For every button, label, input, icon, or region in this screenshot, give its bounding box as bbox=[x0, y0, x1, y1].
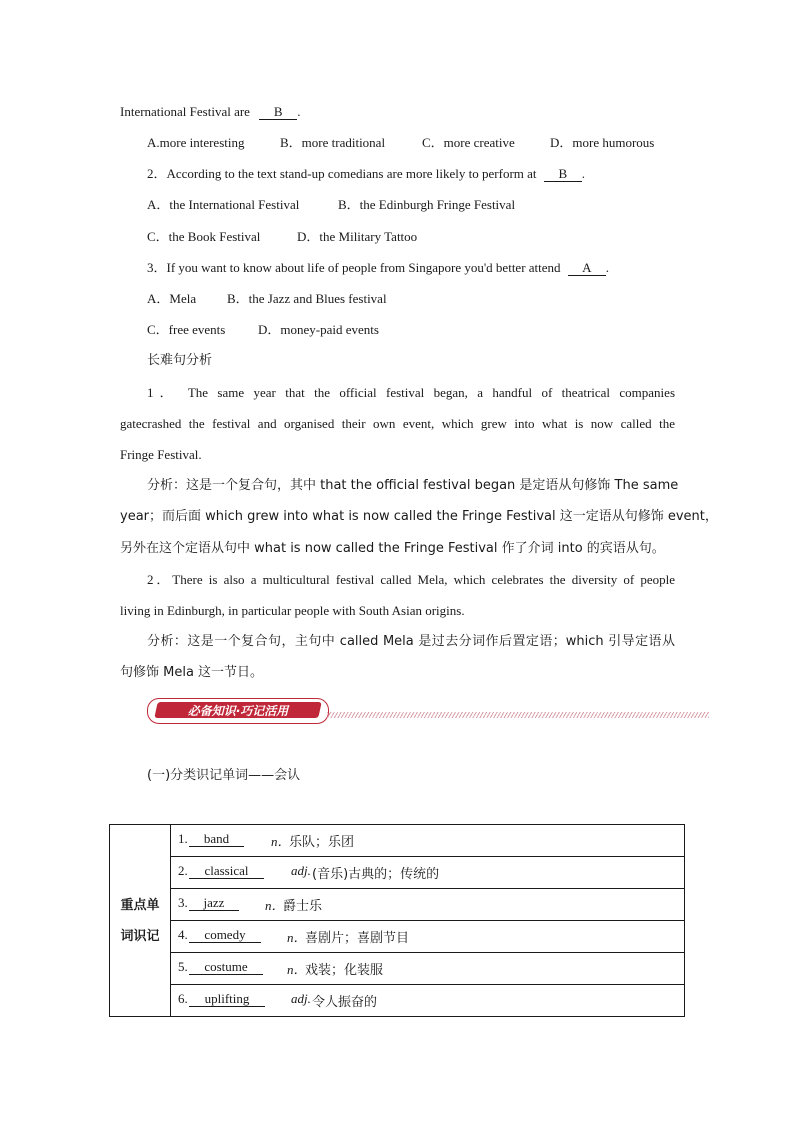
vocab-word: uplifting bbox=[189, 991, 265, 1007]
q1-answer-blank: B bbox=[259, 104, 297, 120]
q2-option-a: A．the International Festival bbox=[147, 197, 300, 212]
vocab-table bbox=[109, 824, 685, 1017]
vocab-num: 3. bbox=[178, 895, 188, 910]
q3-stem-text: 3．If you want to know about life of people from Singapore you'd better attend bbox=[147, 260, 561, 275]
vocab-pos: n． bbox=[265, 898, 285, 913]
section-banner bbox=[147, 698, 709, 728]
q1-option-a: A.more interesting bbox=[147, 135, 245, 150]
vocab-word: jazz bbox=[189, 895, 239, 911]
vocab-meaning: 令人振奋的 bbox=[312, 995, 378, 1010]
analysis-2-line-1: 分析：这是一个复合句，主句中 called Mela 是过去分词作后置定语；which 引导定语从 bbox=[147, 634, 675, 649]
q2-option-b: B．the Edinburgh Fringe Festival bbox=[338, 197, 516, 212]
q1-option-d: D．more humorous bbox=[550, 135, 655, 150]
vocab-meaning: (音乐)古典的；传统的 bbox=[312, 867, 440, 882]
analysis-2-line-2: 句修饰 Mela 这一节日。 bbox=[120, 665, 264, 680]
vocab-num: 2. bbox=[178, 863, 188, 878]
sentence-1-line-3: Fringe Festival. bbox=[120, 447, 202, 462]
vocab-row bbox=[171, 921, 685, 953]
analysis-heading: 长难句分析 bbox=[147, 353, 213, 368]
q1-stem: International Festival are B . bbox=[120, 104, 301, 119]
vocab-meaning: 喜剧片；喜剧节目 bbox=[305, 931, 410, 946]
vocab-pos: n． bbox=[271, 834, 291, 849]
q2-option-c: C．the Book Festival bbox=[147, 229, 261, 244]
banner-hatch-decoration bbox=[327, 712, 709, 718]
sentence-1-line-2: gatecrashed the festival and organised their own event, which grew into what is now called the bbox=[120, 416, 675, 431]
vocab-word: band bbox=[189, 831, 244, 847]
q1-option-c: C．more creative bbox=[422, 135, 515, 150]
analysis-1-line-1: 分析：这是一个复合句，其中 that the official festival began 是定语从句修饰 The same bbox=[147, 478, 679, 493]
vocab-category-line-2: 词识记 bbox=[120, 928, 160, 944]
vocab-row bbox=[171, 953, 685, 985]
q3-option-d: D．money-paid events bbox=[258, 322, 379, 337]
vocab-category-line-1: 重点单 bbox=[120, 897, 160, 913]
vocab-row bbox=[171, 985, 685, 1017]
sentence-2-line-1: 2．There is also a multicultural festival called Mela, which celebrates the diversity of people bbox=[147, 572, 675, 587]
q2-option-d: D．the Military Tattoo bbox=[297, 229, 418, 244]
q3-answer-blank: A bbox=[568, 260, 606, 276]
vocab-meaning: 戏装；化装服 bbox=[305, 963, 384, 978]
q1-stem-text: International Festival are bbox=[120, 104, 250, 119]
analysis-1-line-3: 另外在这个定语从句中 what is now called the Fringe Festival 作了介词 into 的宾语从句。 bbox=[120, 541, 665, 556]
vocab-category-cell bbox=[110, 825, 171, 1017]
vocab-row bbox=[171, 889, 685, 921]
analysis-1-line-2: year；而后面 which grew into what is now called the Fringe Festival 这一定语从句修饰 event， bbox=[120, 509, 718, 524]
banner-title: 必备知识·巧记活用 bbox=[187, 704, 289, 718]
q3-stem: 3．If you want to know about life of people from Singapore you'd better attend A . bbox=[147, 260, 610, 275]
q1-option-b: B．more traditional bbox=[280, 135, 386, 150]
q3-option-c: C．free events bbox=[147, 322, 226, 337]
q2-answer-blank: B bbox=[544, 166, 582, 182]
vocab-meaning: 爵士乐 bbox=[283, 899, 323, 914]
sentence-2-line-2: living in Edinburgh, in particular people with South Asian origins. bbox=[120, 603, 465, 618]
vocab-word: comedy bbox=[189, 927, 261, 943]
vocab-pos: n． bbox=[287, 962, 307, 977]
banner-pill bbox=[147, 698, 329, 724]
q3-option-a: A．Mela bbox=[147, 291, 197, 306]
vocab-pos: adj. bbox=[291, 991, 311, 1006]
vocab-num: 5. bbox=[178, 959, 188, 974]
vocab-num: 1. bbox=[178, 831, 188, 846]
vocab-pos: n． bbox=[287, 930, 307, 945]
sentence-1-line-1: 1． The same year that the official festival began, a handful of theatrical companies bbox=[147, 385, 675, 400]
vocab-pos: adj. bbox=[291, 863, 311, 878]
vocab-row bbox=[171, 857, 685, 889]
q3-option-b: B．the Jazz and Blues festival bbox=[227, 291, 387, 306]
q2-stem: 2．According to the text stand-up comedians are more likely to perform at B . bbox=[147, 166, 586, 181]
q2-stem-text: 2．According to the text stand-up comedians are more likely to perform at bbox=[147, 166, 537, 181]
vocab-num: 6. bbox=[178, 991, 188, 1006]
vocab-meaning: 乐队；乐团 bbox=[289, 835, 355, 850]
vocab-word: costume bbox=[189, 959, 263, 975]
vocab-heading: (一)分类识记单词——会认 bbox=[147, 768, 301, 783]
vocab-word: classical bbox=[189, 863, 264, 879]
vocab-row bbox=[171, 825, 685, 857]
vocab-num: 4. bbox=[178, 927, 188, 942]
